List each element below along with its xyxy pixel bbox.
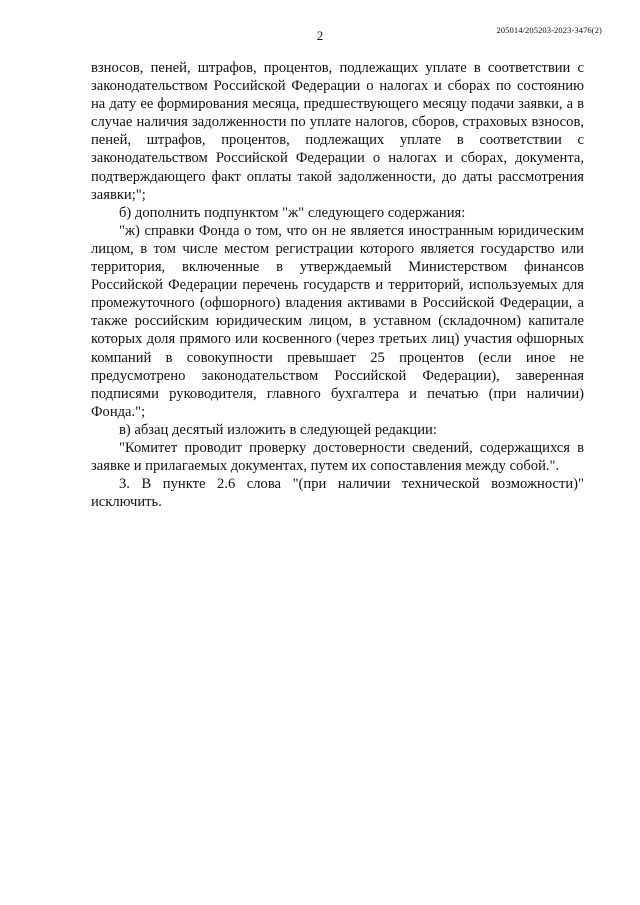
document-code: 205014/205203-2023-3476(2) — [496, 25, 602, 35]
document-body — [91, 59, 584, 511]
paragraph-point-3: 3. В пункте 2.6 слова "(при наличии технической возможности)" исключить. — [91, 476, 584, 511]
paragraph-continuation: взносов, пеней, штрафов, процентов, подлежащих уплате в соответствии с законодательством Российской Федерации о налогах и сборах по состоянию на дату ее формирования месяца, предшествующего месяцу подачи заявки, а в случае наличия задолженности по уплате налогов, сборов, страховых взносов, пеней, штрафов, процентов, подлежащих уплате в соответствии с законодательством Российской Федерации о налогах и сборах, документа, подтверждающего факт оплаты такой задолженности, до даты рассмотрения заявки;"; — [91, 60, 584, 203]
paragraph-subpoint-zh-text: "ж) справки Фонда о том, что он не является иностранным юридическим лицом, в том числе местом регистрации которого является государство или территория, включенные в утверждаемый Министерством финансов Российской Федерации перечень государств и территорий, используемых для промежуточного (офшорного) владения активами в Российской Федерации, а также российским юридическим лицом, в уставном (складочном) капитале которых доля прямого или косвенного (через третьих лиц) участия офшорных компаний в совокупности превышает 25 процентов (если иное не предусмотрено законодательством Российской Федерации), заверенная подписями руководителя, главного бухгалтера и печатью (при наличии) Фонда."; — [91, 222, 584, 420]
paragraph-subpoint-v: в) абзац десятый изложить в следующей редакции: — [119, 421, 437, 438]
paragraph-subpoint-b: б) дополнить подпунктом "ж" следующего содержания: — [119, 204, 466, 221]
page-number: 2 — [316, 28, 324, 43]
paragraph-committee-text: "Комитет проводит проверку достоверности сведений, содержащихся в заявке и прилагаемых документах, путем их сопоставления между собой.". — [91, 439, 584, 475]
